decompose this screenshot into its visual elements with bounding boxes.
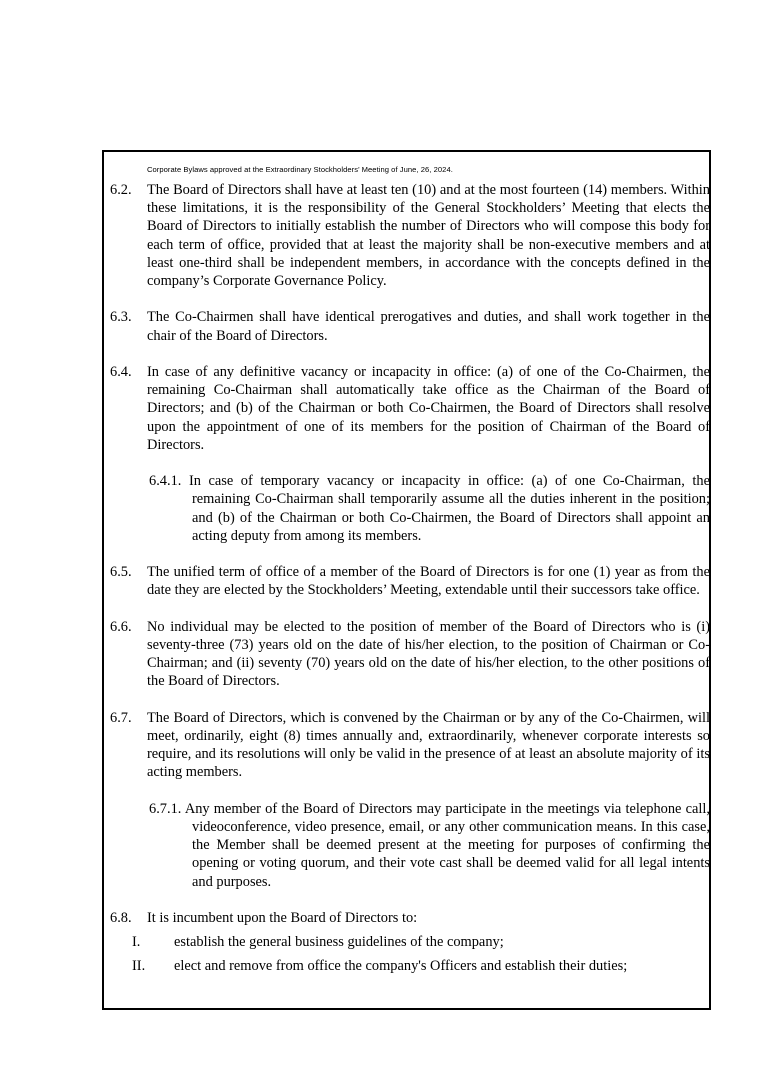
section-number: 6.8.: [110, 910, 132, 926]
section-6-8: [110, 909, 710, 927]
list-item-number: I.: [132, 934, 141, 951]
section-text: It is incumbent upon the Board of Directors to:: [147, 910, 418, 926]
bylaws-content: [110, 181, 710, 982]
section-number: 6.6.: [110, 618, 132, 635]
page-frame: [102, 150, 711, 1010]
section-text: In case of temporary vacancy or incapacity in office: (a) of one Co-Chairman, the remaining Co-Chairman shall temporarily assume all the duties inherent in the position; and (b) of the Chairman or both Co-Chairmen, the Board of Directors shall appoint an acting deputy from among its members.: [188, 473, 710, 544]
list-item-text: elect and remove from office the company's Officers and establish their duties;: [174, 958, 628, 975]
section-6-7-1: [110, 800, 710, 891]
section-number: 6.2.: [110, 182, 132, 198]
list-item-number: II.: [132, 958, 146, 975]
section-number: 6.5.: [110, 564, 132, 581]
section-6-2: [110, 181, 710, 290]
section-6-6: [110, 618, 710, 691]
section-number: 6.4.: [110, 364, 132, 380]
section-text: Any member of the Board of Directors may participate in the meetings via telephone call, videoconference, video presence, email, or any other communication means. In this case, the Member shall be deemed present at the meeting for purposes of confirming the opening or voting quorum, and their vote cast shall be deemed valid for all legal intents and purposes.: [184, 800, 711, 890]
section-text: The Board of Directors, which is convened by the Chairman or by any of the Co-Chairmen, will meet, ordinarily, eight (8) times annually and, extraordinarily, whenever corporate interests so require, and its resolutions will only be valid in the presence of at least an absolute majority of its acting members.: [147, 709, 710, 781]
list-item-I: [110, 933, 710, 951]
document-header: Corporate Bylaws approved at the Extraordinary Stockholders’ Meeting of June, 26, 2024.: [147, 165, 453, 174]
section-6-4: [110, 363, 710, 454]
section-text: In case of any definitive vacancy or incapacity in office: (a) of one of the Co-Chairmen, the remaining Co-Chairman shall automatically take office as the Chairman of the Board of Directors; and (b) of the Chairman or both Co-Chairmen, the Board of Directors shall resolve upon the appointment of one of its members for the position of Chairman of the Board of Directors.: [147, 364, 710, 453]
section-text: No individual may be elected to the position of member of the Board of Directors who is (i) seventy-three (73) years old on the date of his/her election, to the position of Chairman or Co-Chairman; and (ii) seventy (70) years old on the date of his/her election, to the other positions of the Board of Directors.: [147, 618, 710, 690]
section-number: 6.3.: [110, 309, 132, 326]
section-6-7: [110, 709, 710, 782]
section-number: 6.4.1.: [149, 473, 182, 490]
section-6-4-1: [110, 472, 710, 545]
section-text: The Board of Directors shall have at least ten (10) and at the most fourteen (14) members. Within these limitations, it is the responsibility of the General Stockholders’ Meeting that elects the Board of Directors to initially establish the number of Directors who will compose this body for each term of office, provided that at least the majority shall be non-executive members and at least one-third shall be independent members, in accordance with the concepts defined in the company’s Corporate Governance Policy.: [147, 182, 710, 290]
section-6-5: [110, 563, 710, 599]
list-item-II: [110, 957, 710, 975]
section-text: The unified term of office of a member of the Board of Directors is for one (1) year as from the date they are elected by the Stockholders’ Meeting, extendable until their successors take office.: [147, 564, 710, 599]
section-6-3: [110, 308, 710, 344]
list-item-text: establish the general business guidelines of the company;: [174, 934, 504, 951]
section-text: The Co-Chairmen shall have identical prerogatives and duties, and shall work together in the chair of the Board of Directors.: [147, 309, 710, 344]
section-number: 6.7.: [110, 709, 132, 726]
section-number: 6.7.1.: [149, 800, 182, 817]
